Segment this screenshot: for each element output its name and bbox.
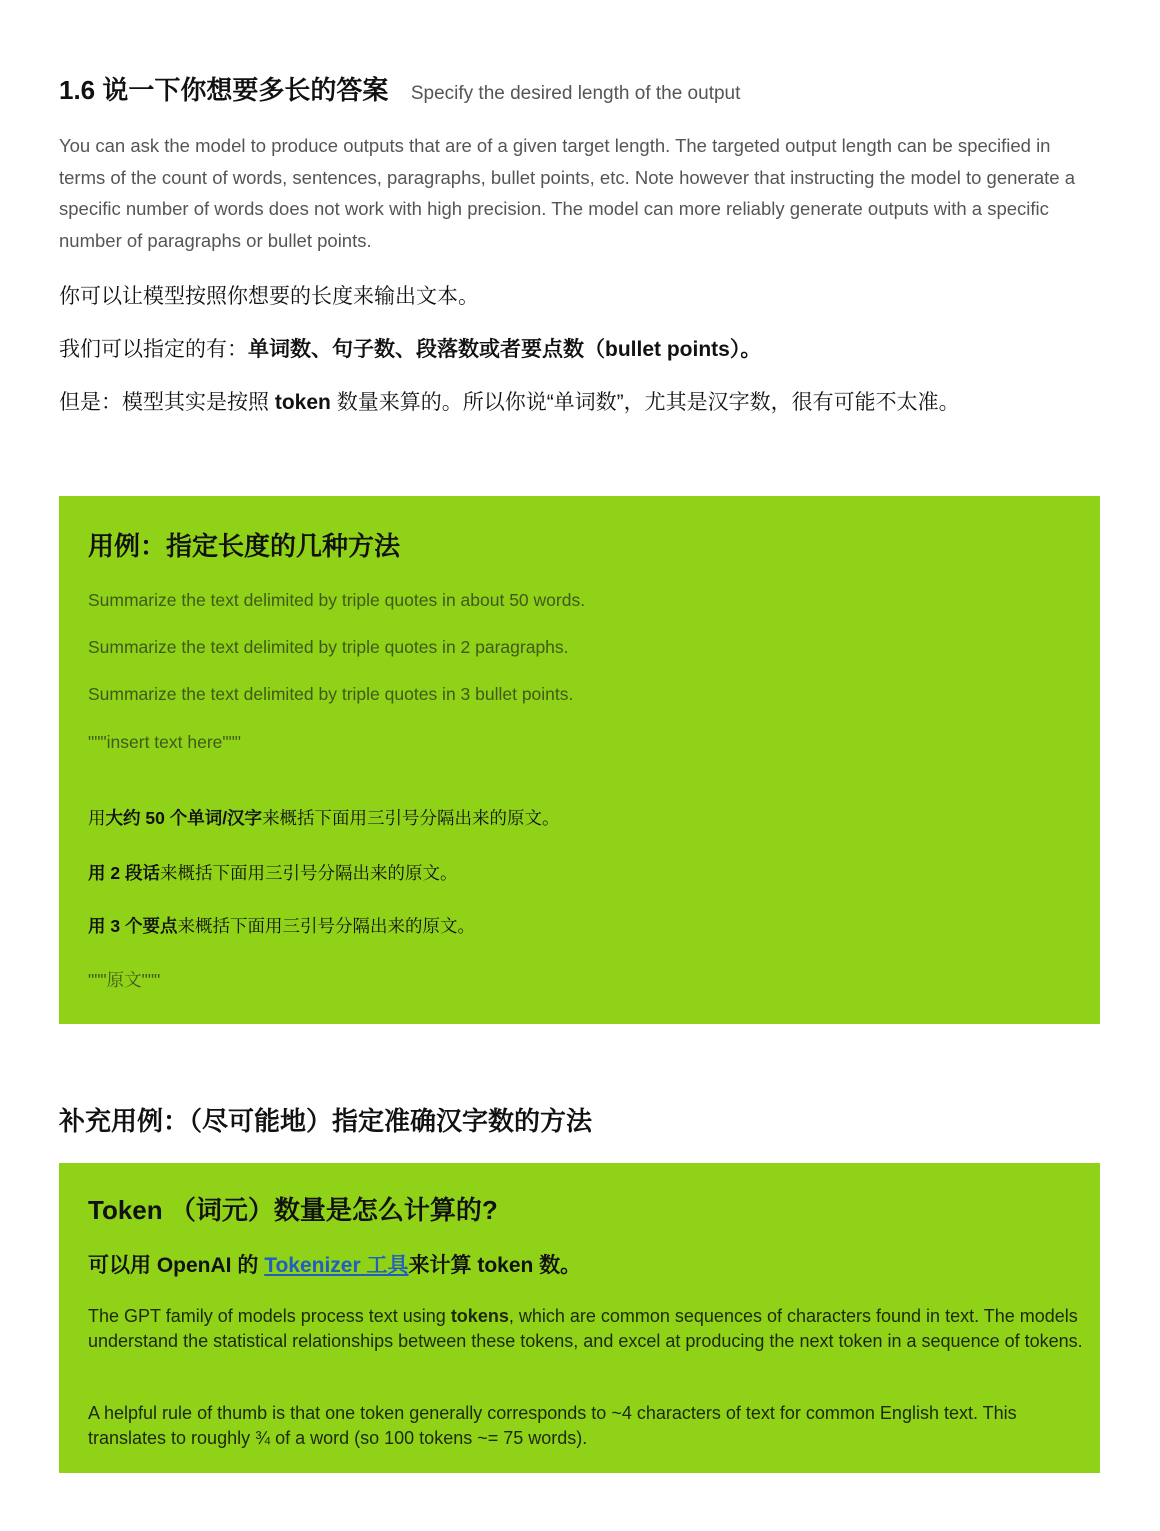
section-title: 1.6 说一下你想要多长的答案 xyxy=(59,75,389,105)
token-paragraph-2: A helpful rule of thumb is that one token generally corresponds to ~4 characters of text for common English text. This translates to roughly ¾ of a word (so 100 tokens ~= 75 words). xyxy=(88,1403,1017,1448)
intro-line-chinese-3 xyxy=(59,386,960,416)
intro-line-2-bold: 单词数、句子数、段落数或者要点数（bullet points）。 xyxy=(248,338,762,361)
example-chinese-2-bold: 用 2 段话 xyxy=(88,863,160,883)
token-box-title: Token （词元）数量是怎么计算的? xyxy=(88,1195,498,1225)
token-paragraph-1 xyxy=(88,1304,1088,1354)
example-english-placeholder: """insert text here""" xyxy=(88,732,242,752)
example-chinese-1 xyxy=(88,805,560,830)
example-chinese-placeholder: """原文""" xyxy=(88,970,161,990)
example-english-2: Summarize the text delimited by triple quotes in 2 paragraphs. xyxy=(88,637,569,657)
token-paragraph-1-bold: tokens xyxy=(450,1306,509,1326)
example-chinese-1-bold: 大约 50 个单词/汉字 xyxy=(105,808,263,828)
intro-paragraph-english: You can ask the model to produce outputs that are of a given target length. The targeted output length can be specified in terms of the count of words, sentences, paragraphs, bullet points, etc. Note however that instructing the model to generate a specific number of words does not work with high precision. The model can more reliably generate outputs with a specific number of paragraphs or bullet points. xyxy=(59,135,1076,251)
example-chinese-1-c: 来概括下面用三引号分隔出来的原文。 xyxy=(262,808,560,828)
intro-line-3-bold: token xyxy=(274,391,331,414)
example-chinese-1-a: 用 xyxy=(88,808,106,828)
intro-line-chinese-2 xyxy=(59,333,761,363)
example-english-3: Summarize the text delimited by triple quotes in 3 bullet points. xyxy=(88,684,574,704)
example-box-title: 用例：指定长度的几种方法 xyxy=(88,531,401,561)
example-english-1: Summarize the text delimited by triple quotes in about 50 words. xyxy=(88,590,586,610)
section-title-row xyxy=(59,70,740,107)
example-chinese-3 xyxy=(88,913,475,938)
section-subtitle: Specify the desired length of the output xyxy=(410,83,741,104)
intro-line-2-prefix: 我们可以指定的有： xyxy=(59,338,248,361)
token-paragraph-1-a: The GPT family of models process text using xyxy=(88,1306,451,1326)
intro-line-3-prefix: 但是：模型其实是按照 xyxy=(59,391,275,414)
token-subtitle-prefix: 可以用 OpenAI 的 xyxy=(88,1254,265,1277)
intro-line-chinese-1: 你可以让模型按照你想要的长度来输出文本。 xyxy=(59,285,479,308)
token-paragraph-1-b: , which are common sequences of characters found in text. The models understand the statistical relationships between these tokens, and excel at producing the next token in a sequence of tokens. xyxy=(88,1306,1083,1351)
token-box-subtitle xyxy=(88,1249,581,1279)
example-chinese-2 xyxy=(88,860,457,885)
token-subtitle-suffix: 来计算 token 数。 xyxy=(408,1254,582,1277)
tokenizer-tool-link[interactable]: Tokenizer 工具 xyxy=(264,1254,409,1277)
example-chinese-2-b: 来概括下面用三引号分隔出来的原文。 xyxy=(159,863,458,883)
intro-line-3-suffix: 数量来算的。所以你说“单词数”，尤其是汉字数，很有可能不太准。 xyxy=(330,391,960,414)
supplement-heading: 补充用例：（尽可能地）指定准确汉字数的方法 xyxy=(59,1106,593,1136)
example-chinese-3-b: 来概括下面用三引号分隔出来的原文。 xyxy=(177,916,475,936)
example-box xyxy=(59,496,1100,1024)
example-chinese-3-bold: 用 3 个要点 xyxy=(88,916,178,936)
